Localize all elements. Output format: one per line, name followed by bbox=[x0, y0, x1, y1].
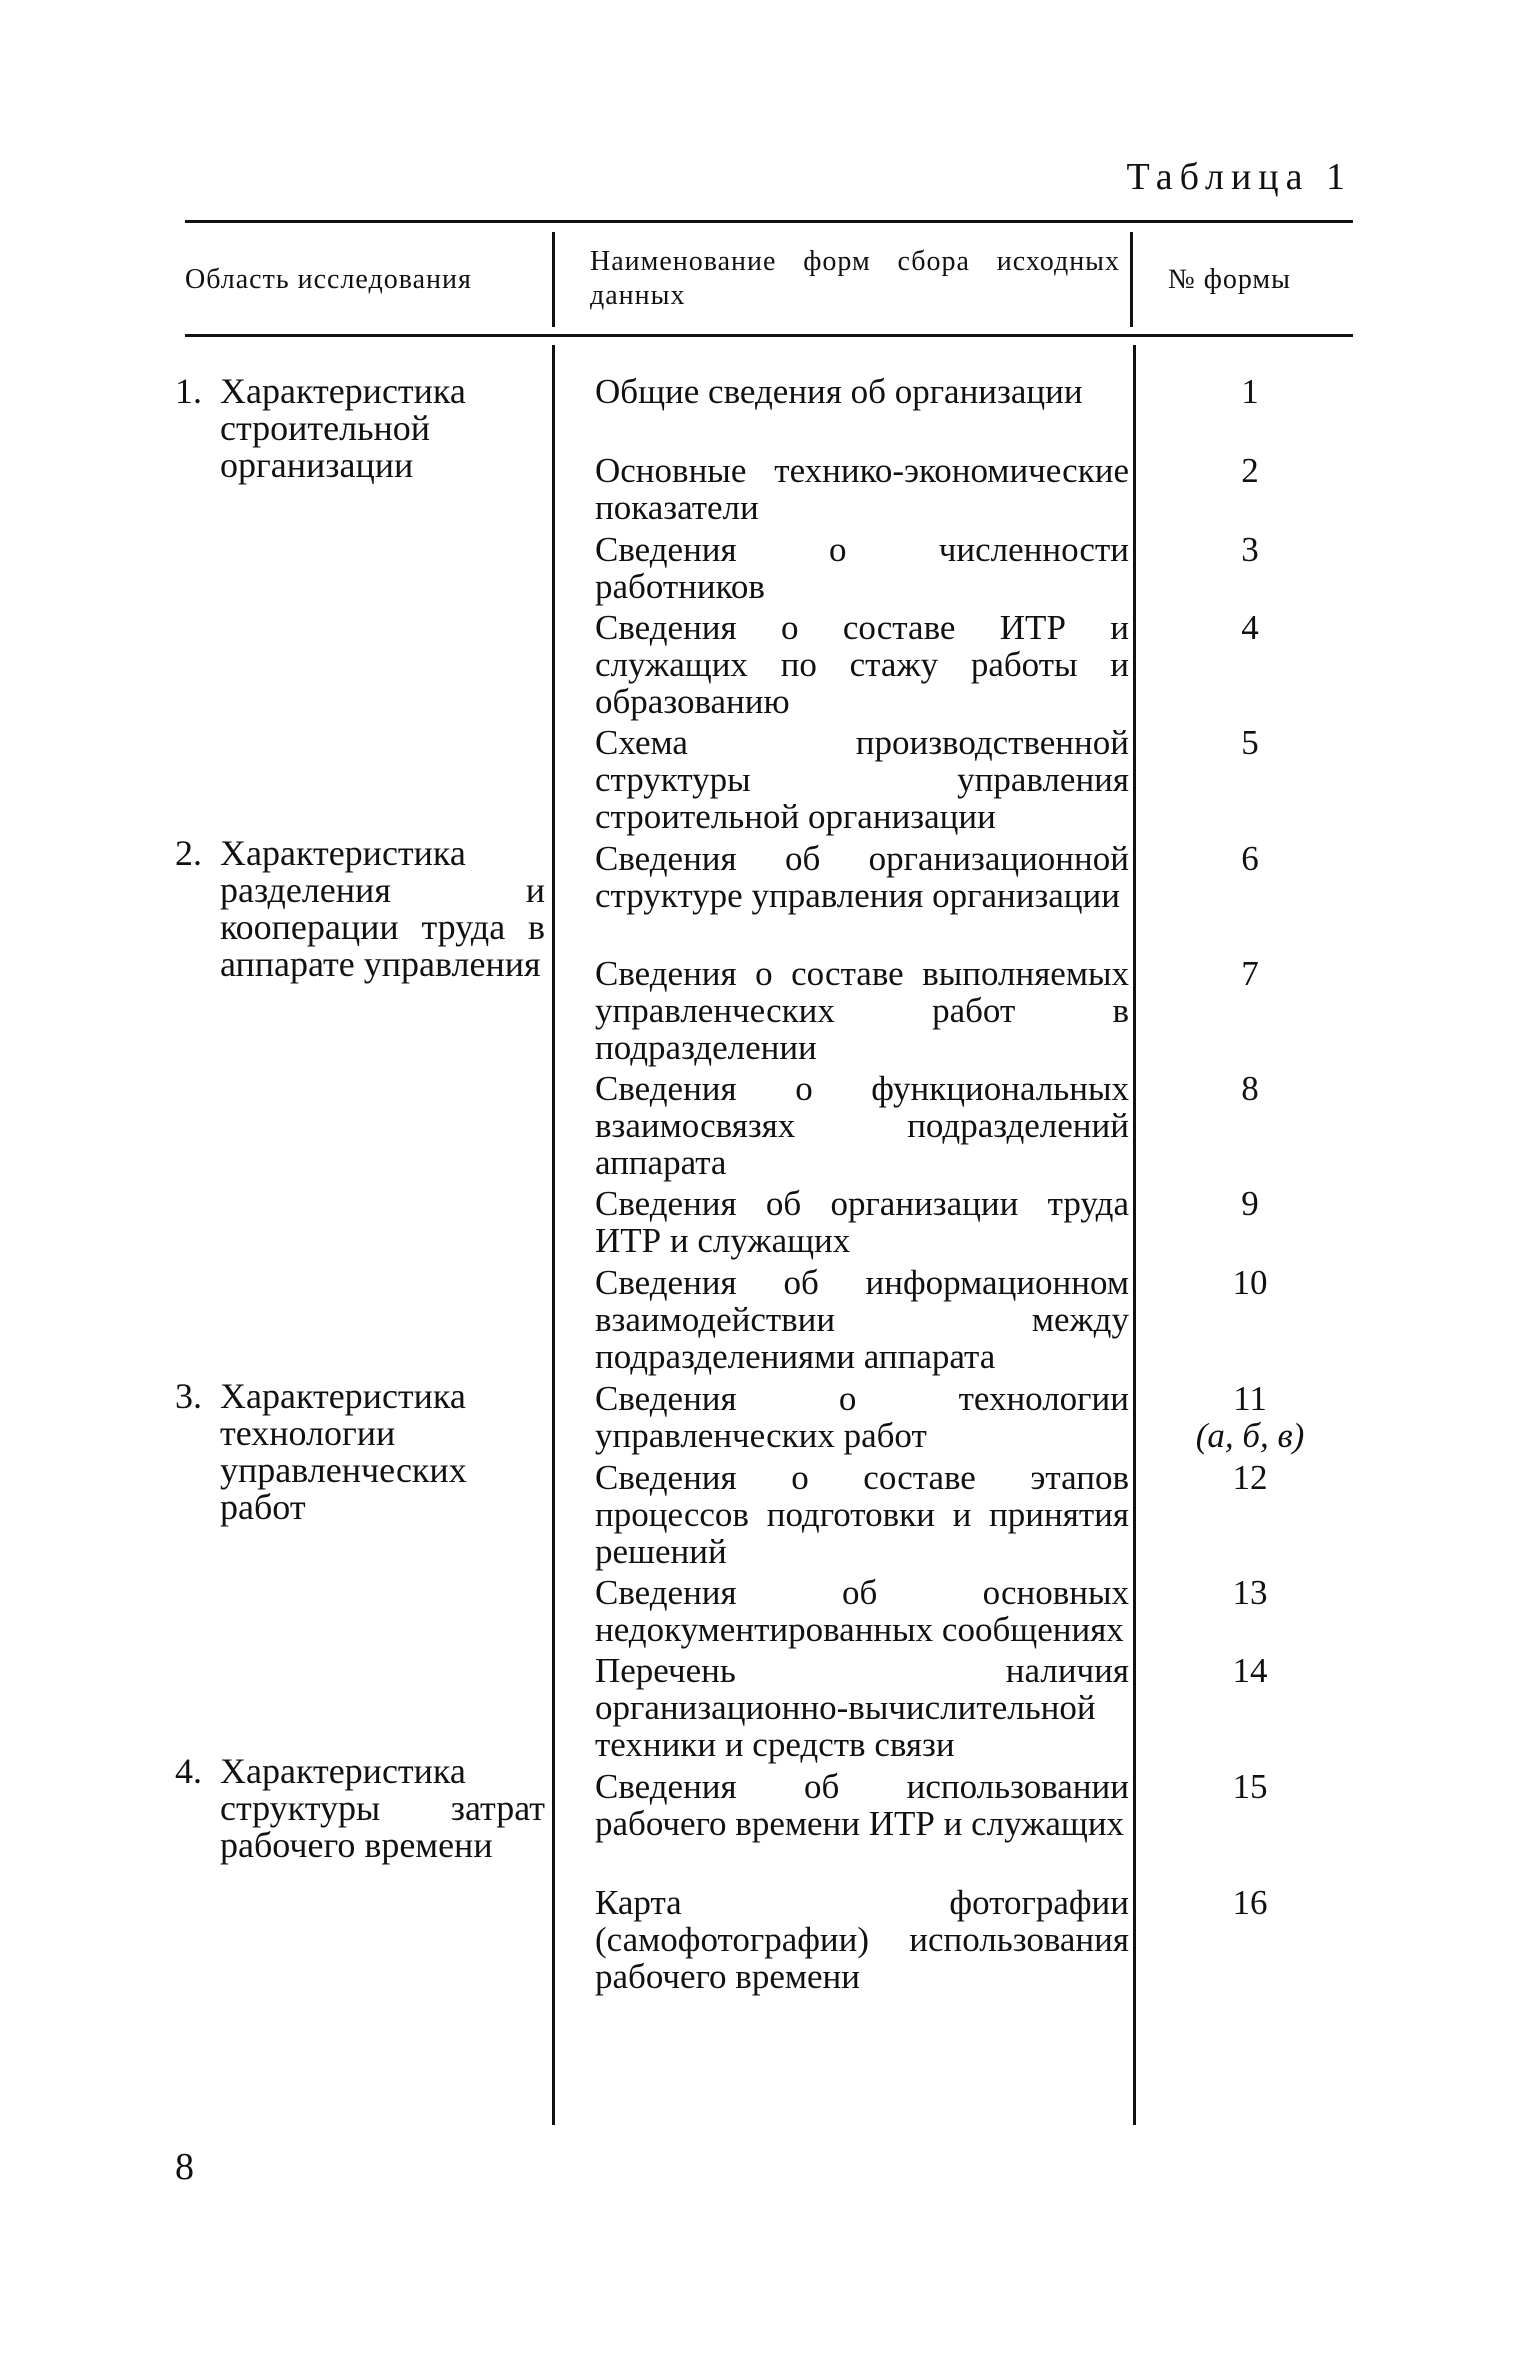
area-item bbox=[175, 1753, 545, 1864]
area-number: 4. bbox=[175, 1751, 202, 1791]
form-number: 16 bbox=[1232, 1883, 1268, 1922]
header-area: Область исследования bbox=[185, 264, 472, 295]
area-number: 1. bbox=[175, 371, 202, 411]
area-item bbox=[175, 373, 545, 484]
form-number: 8 bbox=[1241, 1069, 1259, 1108]
form-number: 14 bbox=[1232, 1651, 1268, 1690]
form-number: 3 bbox=[1241, 530, 1259, 569]
form-number: 9 bbox=[1241, 1184, 1259, 1223]
form-number-sub: (а, б, в) bbox=[1195, 1416, 1305, 1455]
form-name: Сведения о численности работников bbox=[595, 530, 1129, 606]
column-divider-1-body bbox=[552, 345, 555, 2125]
form-name: Карта фотографии (самофотографии) использования рабочего времени bbox=[595, 1883, 1129, 1996]
form-name: Общие сведения об организации bbox=[595, 372, 1083, 411]
page-number: 8 bbox=[175, 2146, 194, 2188]
form-number: 10 bbox=[1232, 1263, 1268, 1302]
form-number: 11 bbox=[1233, 1379, 1267, 1418]
area-text: Характеристика разделения и кооперации труда в аппарате управления bbox=[220, 833, 545, 984]
form-name: Сведения о технологии управленческих работ bbox=[595, 1379, 1129, 1455]
form-name: Сведения об организации труда ИТР и служащих bbox=[595, 1184, 1129, 1260]
form-number: 7 bbox=[1241, 954, 1259, 993]
form-name: Сведения о составе выполняемых управленческих работ в подразделении bbox=[595, 954, 1129, 1067]
form-number: 4 bbox=[1241, 608, 1259, 647]
form-name: Сведения об основных недокументированных сообщениях bbox=[595, 1573, 1129, 1649]
form-number: 6 bbox=[1241, 839, 1259, 878]
form-name: Перечень наличия организационно-вычислительной техники и средств связи bbox=[595, 1651, 1129, 1764]
form-name: Сведения об организационной структуре управления организации bbox=[595, 839, 1129, 915]
header-form-number: № формы bbox=[1168, 264, 1291, 295]
area-text: Характеристика строительной организации bbox=[220, 371, 466, 485]
form-number-block bbox=[1130, 1380, 1370, 1454]
form-number: 15 bbox=[1232, 1767, 1268, 1806]
form-number: 1 bbox=[1241, 372, 1259, 411]
area-item bbox=[175, 1378, 545, 1526]
header-bottom-rule bbox=[185, 334, 1353, 337]
column-divider-2 bbox=[1130, 232, 1133, 327]
column-divider-1 bbox=[552, 232, 555, 327]
header-top-rule bbox=[185, 220, 1353, 223]
form-name: Сведения о функциональных взаимосвязях подразделений аппарата bbox=[595, 1069, 1129, 1182]
table-title: Таблица 1 bbox=[1126, 156, 1352, 198]
form-name: Схема производственной структуры управления строительной организации bbox=[595, 723, 1129, 836]
form-number: 12 bbox=[1232, 1458, 1268, 1497]
header-form-name: Наименование форм сбора исходных данных bbox=[590, 246, 1120, 311]
form-name: Сведения о составе этапов процессов подготовки и принятия решений bbox=[595, 1458, 1129, 1571]
form-number: 5 bbox=[1241, 723, 1259, 762]
form-number: 13 bbox=[1232, 1573, 1268, 1612]
area-item bbox=[175, 835, 545, 983]
form-name: Сведения об использовании рабочего времени ИТР и служащих bbox=[595, 1767, 1129, 1843]
form-number: 2 bbox=[1241, 451, 1259, 490]
form-name: Сведения о составе ИТР и служащих по стажу работы и образованию bbox=[595, 608, 1129, 721]
form-name: Основные технико-экономические показатели bbox=[595, 451, 1129, 527]
area-number: 3. bbox=[175, 1376, 202, 1416]
area-number: 2. bbox=[175, 833, 202, 873]
area-text: Характеристика структуры затрат рабочего времени bbox=[220, 1751, 545, 1865]
form-name: Сведения об информационном взаимодействии между подразделениями аппарата bbox=[595, 1263, 1129, 1376]
area-text: Характеристика технологии управленческих работ bbox=[220, 1376, 467, 1527]
